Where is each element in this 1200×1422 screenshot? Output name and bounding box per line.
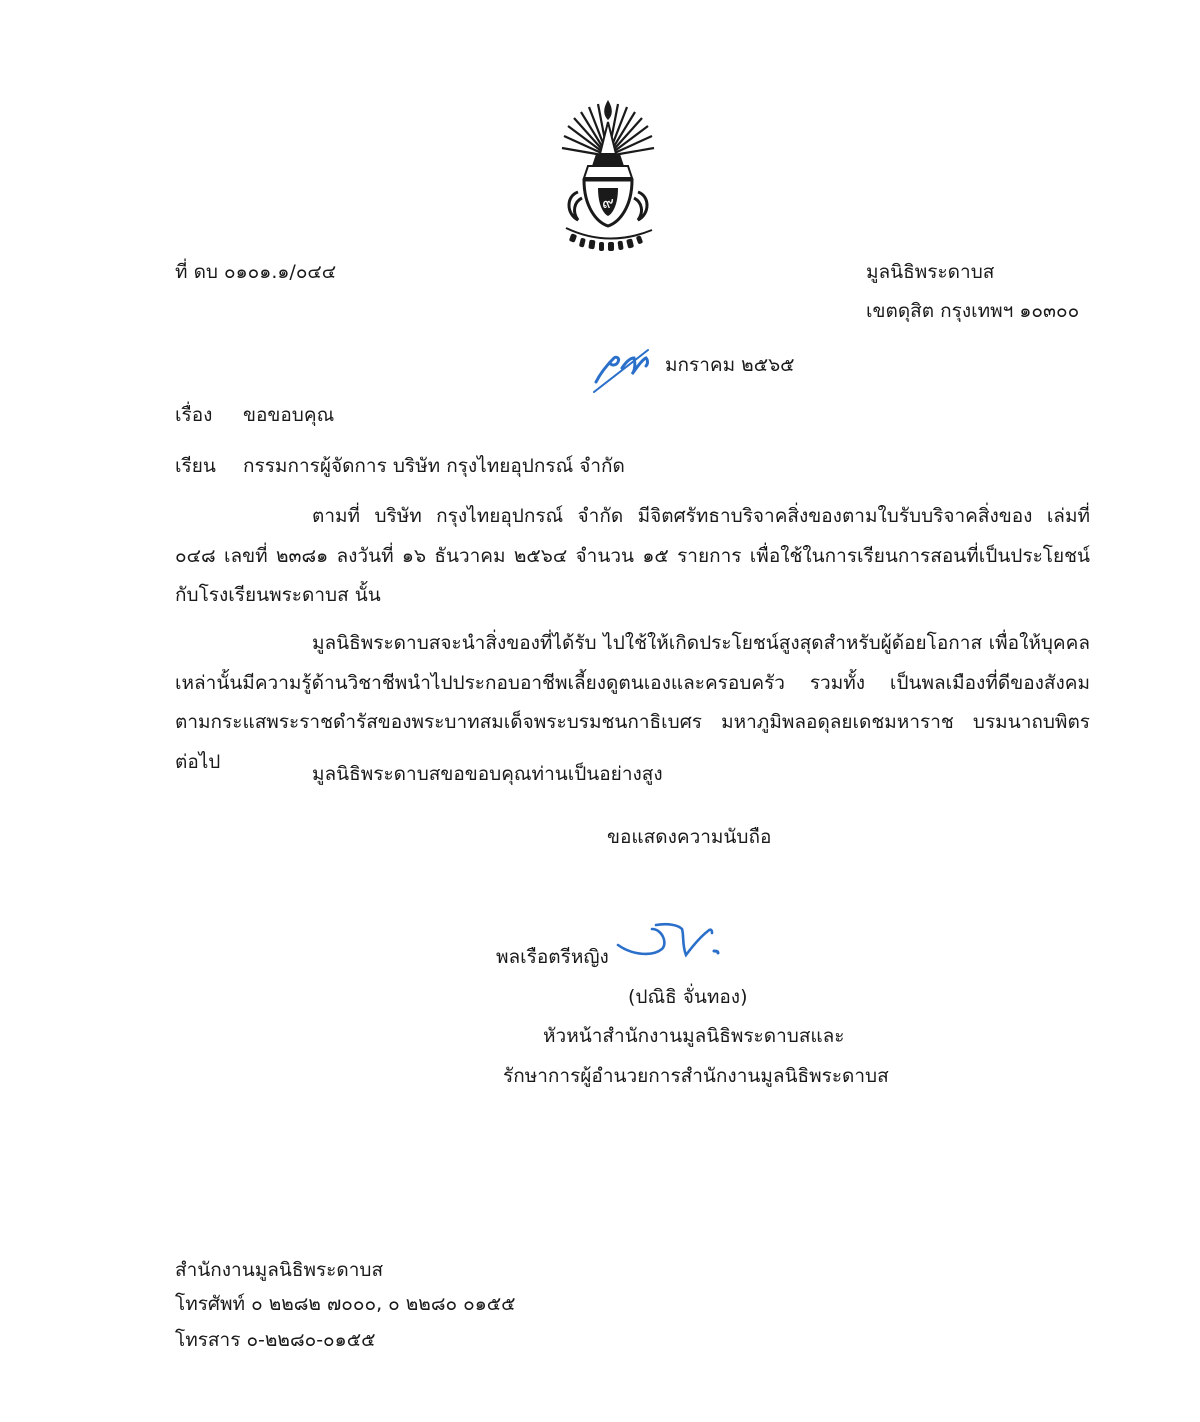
closing-regards: ขอแสดงความนับถือ (607, 826, 772, 848)
signer-name: (ปณิธิ จั่นทอง) (628, 986, 748, 1008)
footer-office: สำนักงานมูลนิธิพระดาบส (175, 1259, 384, 1281)
recipient-value: กรรมการผู้จัดการ บริษัท กรุงไทยอุปกรณ์ จำกัด (243, 455, 625, 477)
body-paragraph-3: มูลนิธิพระดาบสขอขอบคุณท่านเป็นอย่างสูง (312, 763, 663, 785)
body-paragraph-2: มูลนิธิพระดาบสจะนำสิ่งของที่ได้รับ ไปใช้ให้เกิดประโยชน์สูงสุดสำหรับผู้ด้อยโอกาส เพื่อให้บุคคลเหล่านั้นมีความรู้ด้านวิชาชีพนำไปประกอบอาชีพเลี้ยงดูตนเองและครอบครัว รวมทั้ง เป็นพลเมืองที่ดีของสังคม ตามกระแสพระราชดำรัสของพระบาทสมเด็จพระบรมชนกาธิเบศร มหาภูมิพลอดุลยเดชมหาราช บรมนาถบพิตร ต่อไป (175, 632, 1090, 773)
handwritten-date-day (588, 336, 660, 396)
signer-rank: พลเรือตรีหญิง (496, 946, 609, 968)
footer-phone: โทรศัพท์ ๐ ๒๒๘๒ ๗๐๐๐, ๐ ๒๒๘๐ ๐๑๕๕ (175, 1293, 516, 1315)
recipient-label: เรียน (175, 455, 216, 477)
reference-number: ที่ ดบ ๐๑๐๑.๑/๐๔๔ (175, 261, 337, 283)
org-name: มูลนิธิพระดาบส (866, 261, 995, 283)
signer-position-line-2: รักษาการผู้อำนวยการสำนักงานมูลนิธิพระดาบส (503, 1065, 889, 1087)
svg-text:๙: ๙ (602, 193, 614, 212)
org-address: เขตดุสิต กรุงเทพฯ ๑๐๓๐๐ (866, 300, 1080, 322)
foundation-emblem-icon (548, 96, 668, 256)
signature (612, 915, 742, 967)
subject-value: ขอขอบคุณ (243, 404, 335, 426)
subject-label: เรื่อง (175, 404, 213, 426)
body-paragraph-1: ตามที่ บริษัท กรุงไทยอุปกรณ์ จำกัด มีจิตศรัทธาบริจาคสิ่งของตามใบรับบริจาคสิ่งของ เล่มที่ ๐๔๘ เลขที่ ๒๓๘๑ ลงวันที่ ๑๖ ธันวาคม ๒๕๖๔ จำนวน ๑๕ รายการ เพื่อใช้ในการเรียนการสอนที่เป็นประโยชน์กับโรงเรียนพระดาบส นั้น (175, 505, 1090, 606)
date-month-year: มกราคม ๒๕๖๕ (665, 354, 795, 376)
signer-position-line-1: หัวหน้าสำนักงานมูลนิธิพระดาบสและ (543, 1025, 845, 1047)
footer-fax: โทรสาร ๐-๒๒๘๐-๐๑๕๕ (175, 1329, 376, 1351)
